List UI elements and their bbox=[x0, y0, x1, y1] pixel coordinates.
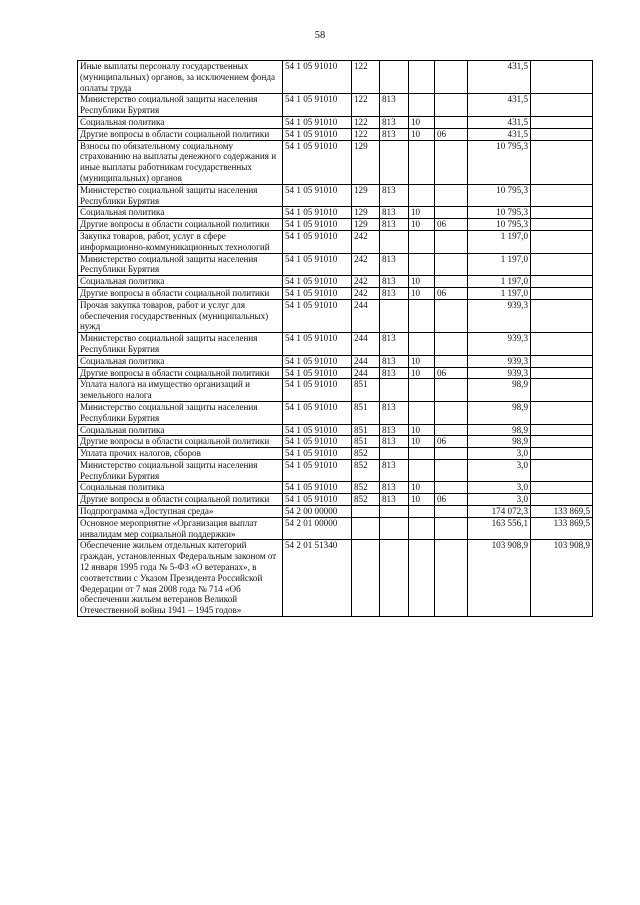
cell-expense-type: 244 bbox=[352, 299, 380, 332]
cell-administrator: 813 bbox=[380, 401, 409, 424]
cell-administrator: 813 bbox=[380, 94, 409, 117]
cell-administrator bbox=[380, 299, 409, 332]
cell-administrator: 813 bbox=[380, 367, 409, 379]
cell-expense-type: 852 bbox=[352, 459, 380, 482]
table-row bbox=[78, 116, 593, 128]
cell-name: Закупка товаров, работ, услуг в сфере информационно-коммуникационных технологий bbox=[78, 230, 283, 253]
cell-amount-1: 10 795,3 bbox=[468, 207, 531, 219]
cell-section bbox=[409, 61, 435, 94]
cell-administrator bbox=[380, 506, 409, 518]
cell-target-article: 54 1 05 91010 bbox=[283, 287, 352, 299]
cell-expense-type: 242 bbox=[352, 253, 380, 276]
cell-target-article: 54 1 05 91010 bbox=[283, 184, 352, 207]
table-row bbox=[78, 494, 593, 506]
cell-target-article: 54 1 05 91010 bbox=[283, 494, 352, 506]
table-row bbox=[78, 459, 593, 482]
cell-amount-2 bbox=[531, 184, 593, 207]
cell-administrator: 813 bbox=[380, 287, 409, 299]
cell-expense-type: 244 bbox=[352, 367, 380, 379]
cell-amount-1: 1 197,0 bbox=[468, 287, 531, 299]
cell-amount-2 bbox=[531, 61, 593, 94]
cell-administrator: 813 bbox=[380, 253, 409, 276]
cell-section: 10 bbox=[409, 424, 435, 436]
cell-subsection bbox=[435, 379, 468, 402]
cell-subsection bbox=[435, 401, 468, 424]
cell-subsection: 06 bbox=[435, 287, 468, 299]
cell-subsection: 06 bbox=[435, 367, 468, 379]
cell-amount-2 bbox=[531, 482, 593, 494]
cell-name: Другие вопросы в области социальной политики bbox=[78, 436, 283, 448]
cell-subsection bbox=[435, 61, 468, 94]
cell-target-article: 54 1 05 91010 bbox=[283, 230, 352, 253]
cell-expense-type: 242 bbox=[352, 276, 380, 288]
table-row bbox=[78, 401, 593, 424]
cell-section bbox=[409, 184, 435, 207]
cell-subsection bbox=[435, 253, 468, 276]
cell-subsection bbox=[435, 184, 468, 207]
cell-target-article: 54 1 05 91010 bbox=[283, 276, 352, 288]
cell-expense-type: 129 bbox=[352, 184, 380, 207]
cell-section: 10 bbox=[409, 219, 435, 231]
table-row bbox=[78, 379, 593, 402]
page-number: 58 bbox=[314, 30, 326, 41]
cell-target-article: 54 1 05 91010 bbox=[283, 140, 352, 184]
cell-section bbox=[409, 253, 435, 276]
cell-target-article: 54 1 05 91010 bbox=[283, 436, 352, 448]
cell-expense-type: 122 bbox=[352, 61, 380, 94]
cell-amount-1: 10 795,3 bbox=[468, 219, 531, 231]
cell-amount-1: 939,3 bbox=[468, 367, 531, 379]
cell-subsection: 06 bbox=[435, 128, 468, 140]
cell-amount-2: 133 869,5 bbox=[531, 506, 593, 518]
table-row bbox=[78, 184, 593, 207]
cell-target-article: 54 1 05 91010 bbox=[283, 207, 352, 219]
cell-section bbox=[409, 140, 435, 184]
cell-administrator: 813 bbox=[380, 436, 409, 448]
cell-name: Другие вопросы в области социальной политики bbox=[78, 287, 283, 299]
cell-subsection bbox=[435, 333, 468, 356]
cell-administrator: 813 bbox=[380, 219, 409, 231]
cell-subsection bbox=[435, 424, 468, 436]
cell-amount-2 bbox=[531, 424, 593, 436]
table-row bbox=[78, 540, 593, 617]
cell-target-article: 54 2 01 00000 bbox=[283, 517, 352, 540]
table-row bbox=[78, 482, 593, 494]
cell-subsection bbox=[435, 94, 468, 117]
cell-name: Социальная политика bbox=[78, 207, 283, 219]
cell-name: Социальная политика bbox=[78, 355, 283, 367]
cell-section: 10 bbox=[409, 128, 435, 140]
cell-target-article: 54 1 05 91010 bbox=[283, 61, 352, 94]
table-row bbox=[78, 276, 593, 288]
cell-target-article: 54 1 05 91010 bbox=[283, 299, 352, 332]
cell-expense-type: 851 bbox=[352, 401, 380, 424]
cell-name: Социальная политика bbox=[78, 276, 283, 288]
cell-amount-1: 939,3 bbox=[468, 355, 531, 367]
cell-expense-type: 852 bbox=[352, 482, 380, 494]
table-row bbox=[78, 506, 593, 518]
table-row bbox=[78, 253, 593, 276]
table-row bbox=[78, 333, 593, 356]
cell-section bbox=[409, 448, 435, 460]
cell-section: 10 bbox=[409, 276, 435, 288]
cell-amount-1: 1 197,0 bbox=[468, 230, 531, 253]
cell-name: Обеспечение жильем отдельных категорий граждан, установленных Федеральным законом от 12 января 1995 года № 5-ФЗ «О ветеранах», в соответствии с Указом Президента Российской Федерации от 7 мая 2008 года № 714 «Об обеспечении жильем ветеранов Великой Отечественной войны 1941 – 1945 годов» bbox=[78, 540, 283, 617]
cell-name: Министерство социальной защиты населения Республики Бурятия bbox=[78, 333, 283, 356]
cell-expense-type: 122 bbox=[352, 116, 380, 128]
cell-target-article: 54 1 05 91010 bbox=[283, 448, 352, 460]
cell-amount-2 bbox=[531, 128, 593, 140]
cell-amount-1: 3,0 bbox=[468, 459, 531, 482]
cell-amount-1: 3,0 bbox=[468, 494, 531, 506]
cell-amount-1: 98,9 bbox=[468, 436, 531, 448]
cell-administrator: 813 bbox=[380, 355, 409, 367]
cell-section bbox=[409, 517, 435, 540]
cell-amount-2 bbox=[531, 436, 593, 448]
cell-name: Социальная политика bbox=[78, 482, 283, 494]
table-row bbox=[78, 424, 593, 436]
cell-expense-type: 242 bbox=[352, 287, 380, 299]
cell-section: 10 bbox=[409, 116, 435, 128]
cell-amount-2 bbox=[531, 276, 593, 288]
table-row bbox=[78, 140, 593, 184]
cell-name: Уплата прочих налогов, сборов bbox=[78, 448, 283, 460]
cell-target-article: 54 1 05 91010 bbox=[283, 424, 352, 436]
cell-expense-type: 852 bbox=[352, 494, 380, 506]
cell-expense-type bbox=[352, 540, 380, 617]
cell-subsection: 06 bbox=[435, 436, 468, 448]
cell-amount-1: 174 072,3 bbox=[468, 506, 531, 518]
cell-amount-1: 431,5 bbox=[468, 116, 531, 128]
cell-amount-2 bbox=[531, 230, 593, 253]
cell-section bbox=[409, 299, 435, 332]
cell-name: Иные выплаты персоналу государственных (муниципальных) органов, за исключением фонда оплаты труда bbox=[78, 61, 283, 94]
cell-target-article: 54 1 05 91010 bbox=[283, 116, 352, 128]
cell-name: Другие вопросы в области социальной политики bbox=[78, 494, 283, 506]
cell-amount-2 bbox=[531, 401, 593, 424]
cell-amount-2 bbox=[531, 287, 593, 299]
cell-expense-type: 851 bbox=[352, 436, 380, 448]
cell-amount-1: 431,5 bbox=[468, 94, 531, 117]
cell-subsection bbox=[435, 506, 468, 518]
cell-administrator: 813 bbox=[380, 128, 409, 140]
cell-target-article: 54 1 05 91010 bbox=[283, 401, 352, 424]
cell-section: 10 bbox=[409, 287, 435, 299]
cell-amount-2 bbox=[531, 207, 593, 219]
cell-administrator: 813 bbox=[380, 333, 409, 356]
table-row bbox=[78, 207, 593, 219]
cell-administrator: 813 bbox=[380, 494, 409, 506]
table-row bbox=[78, 367, 593, 379]
cell-amount-1: 1 197,0 bbox=[468, 253, 531, 276]
cell-name: Другие вопросы в области социальной политики bbox=[78, 128, 283, 140]
cell-amount-2 bbox=[531, 219, 593, 231]
cell-subsection bbox=[435, 140, 468, 184]
cell-amount-1: 3,0 bbox=[468, 482, 531, 494]
cell-subsection bbox=[435, 482, 468, 494]
cell-name: Министерство социальной защиты населения Республики Бурятия bbox=[78, 253, 283, 276]
table-row bbox=[78, 61, 593, 94]
cell-subsection: 06 bbox=[435, 494, 468, 506]
cell-subsection bbox=[435, 230, 468, 253]
cell-section bbox=[409, 540, 435, 617]
table-row bbox=[78, 448, 593, 460]
cell-target-article: 54 1 05 91010 bbox=[283, 355, 352, 367]
cell-section bbox=[409, 230, 435, 253]
cell-amount-1: 10 795,3 bbox=[468, 140, 531, 184]
table-row bbox=[78, 299, 593, 332]
cell-section bbox=[409, 401, 435, 424]
cell-expense-type: 129 bbox=[352, 140, 380, 184]
cell-name: Другие вопросы в области социальной политики bbox=[78, 367, 283, 379]
cell-expense-type: 129 bbox=[352, 207, 380, 219]
cell-administrator bbox=[380, 230, 409, 253]
cell-administrator bbox=[380, 540, 409, 617]
cell-administrator bbox=[380, 140, 409, 184]
table-row bbox=[78, 436, 593, 448]
cell-amount-2 bbox=[531, 459, 593, 482]
cell-name: Другие вопросы в области социальной политики bbox=[78, 219, 283, 231]
cell-section bbox=[409, 94, 435, 117]
cell-name: Социальная политика bbox=[78, 116, 283, 128]
cell-target-article: 54 1 05 91010 bbox=[283, 482, 352, 494]
cell-administrator bbox=[380, 517, 409, 540]
cell-amount-1: 1 197,0 bbox=[468, 276, 531, 288]
cell-amount-2 bbox=[531, 379, 593, 402]
cell-amount-2 bbox=[531, 355, 593, 367]
cell-section: 10 bbox=[409, 482, 435, 494]
cell-amount-1: 98,9 bbox=[468, 379, 531, 402]
cell-subsection bbox=[435, 299, 468, 332]
cell-section bbox=[409, 506, 435, 518]
cell-subsection bbox=[435, 116, 468, 128]
cell-expense-type: 244 bbox=[352, 333, 380, 356]
cell-expense-type bbox=[352, 517, 380, 540]
cell-name: Министерство социальной защиты населения Республики Бурятия bbox=[78, 401, 283, 424]
cell-expense-type: 244 bbox=[352, 355, 380, 367]
cell-amount-1: 939,3 bbox=[468, 333, 531, 356]
cell-administrator bbox=[380, 448, 409, 460]
table-row bbox=[78, 94, 593, 117]
cell-name: Уплата налога на имущество организаций и земельного налога bbox=[78, 379, 283, 402]
cell-administrator bbox=[380, 379, 409, 402]
cell-target-article: 54 1 05 91010 bbox=[283, 367, 352, 379]
cell-name: Подпрограмма «Доступная среда» bbox=[78, 506, 283, 518]
cell-administrator: 813 bbox=[380, 116, 409, 128]
cell-section: 10 bbox=[409, 494, 435, 506]
cell-target-article: 54 2 01 51340 bbox=[283, 540, 352, 617]
cell-target-article: 54 1 05 91010 bbox=[283, 333, 352, 356]
cell-amount-2 bbox=[531, 494, 593, 506]
cell-administrator: 813 bbox=[380, 482, 409, 494]
cell-amount-1: 98,9 bbox=[468, 424, 531, 436]
cell-expense-type: 129 bbox=[352, 219, 380, 231]
cell-amount-2 bbox=[531, 333, 593, 356]
cell-section bbox=[409, 379, 435, 402]
cell-name: Министерство социальной защиты населения Республики Бурятия bbox=[78, 94, 283, 117]
table-row bbox=[78, 355, 593, 367]
table-row bbox=[78, 287, 593, 299]
cell-section: 10 bbox=[409, 355, 435, 367]
cell-administrator: 813 bbox=[380, 184, 409, 207]
cell-amount-2 bbox=[531, 367, 593, 379]
cell-subsection bbox=[435, 540, 468, 617]
cell-target-article: 54 1 05 91010 bbox=[283, 94, 352, 117]
cell-section: 10 bbox=[409, 436, 435, 448]
cell-amount-1: 431,5 bbox=[468, 61, 531, 94]
cell-amount-2 bbox=[531, 116, 593, 128]
cell-administrator: 813 bbox=[380, 276, 409, 288]
cell-section bbox=[409, 333, 435, 356]
cell-administrator: 813 bbox=[380, 424, 409, 436]
cell-expense-type bbox=[352, 506, 380, 518]
cell-administrator: 813 bbox=[380, 459, 409, 482]
cell-amount-2: 103 908,9 bbox=[531, 540, 593, 617]
cell-amount-2 bbox=[531, 448, 593, 460]
cell-amount-2 bbox=[531, 94, 593, 117]
cell-amount-1: 98,9 bbox=[468, 401, 531, 424]
table-body bbox=[78, 61, 593, 617]
cell-section bbox=[409, 459, 435, 482]
cell-subsection bbox=[435, 448, 468, 460]
cell-expense-type: 122 bbox=[352, 128, 380, 140]
table-row bbox=[78, 128, 593, 140]
cell-amount-1: 103 908,9 bbox=[468, 540, 531, 617]
cell-name: Социальная политика bbox=[78, 424, 283, 436]
cell-target-article: 54 1 05 91010 bbox=[283, 253, 352, 276]
cell-amount-1: 163 556,1 bbox=[468, 517, 531, 540]
cell-subsection bbox=[435, 207, 468, 219]
cell-name: Министерство социальной защиты населения Республики Бурятия bbox=[78, 459, 283, 482]
cell-target-article: 54 1 05 91010 bbox=[283, 459, 352, 482]
cell-expense-type: 851 bbox=[352, 424, 380, 436]
cell-subsection bbox=[435, 276, 468, 288]
table-row bbox=[78, 230, 593, 253]
cell-amount-1: 10 795,3 bbox=[468, 184, 531, 207]
cell-subsection bbox=[435, 517, 468, 540]
cell-section: 10 bbox=[409, 367, 435, 379]
cell-expense-type: 242 bbox=[352, 230, 380, 253]
cell-amount-1: 431,5 bbox=[468, 128, 531, 140]
cell-subsection bbox=[435, 355, 468, 367]
cell-target-article: 54 1 05 91010 bbox=[283, 379, 352, 402]
cell-name: Взносы по обязательному социальному страхованию на выплаты денежного содержания и иные выплаты работникам государственных (муниципальных) органов bbox=[78, 140, 283, 184]
cell-amount-2 bbox=[531, 299, 593, 332]
cell-name: Основное мероприятие «Организация выплат инвалидам мер социальной поддержки» bbox=[78, 517, 283, 540]
table-row bbox=[78, 219, 593, 231]
cell-amount-2: 133 869,5 bbox=[531, 517, 593, 540]
cell-name: Прочая закупка товаров, работ и услуг для обеспечения государственных (муниципальных) нужд bbox=[78, 299, 283, 332]
cell-expense-type: 851 bbox=[352, 379, 380, 402]
cell-section: 10 bbox=[409, 207, 435, 219]
cell-name: Министерство социальной защиты населения Республики Бурятия bbox=[78, 184, 283, 207]
cell-amount-2 bbox=[531, 140, 593, 184]
cell-subsection bbox=[435, 459, 468, 482]
cell-amount-1: 939,3 bbox=[468, 299, 531, 332]
cell-target-article: 54 2 00 00000 bbox=[283, 506, 352, 518]
cell-amount-1: 3,0 bbox=[468, 448, 531, 460]
cell-administrator: 813 bbox=[380, 207, 409, 219]
table-row bbox=[78, 517, 593, 540]
cell-amount-2 bbox=[531, 253, 593, 276]
budget-table bbox=[77, 60, 593, 617]
cell-expense-type: 122 bbox=[352, 94, 380, 117]
cell-target-article: 54 1 05 91010 bbox=[283, 219, 352, 231]
cell-expense-type: 852 bbox=[352, 448, 380, 460]
cell-subsection: 06 bbox=[435, 219, 468, 231]
cell-administrator bbox=[380, 61, 409, 94]
cell-target-article: 54 1 05 91010 bbox=[283, 128, 352, 140]
